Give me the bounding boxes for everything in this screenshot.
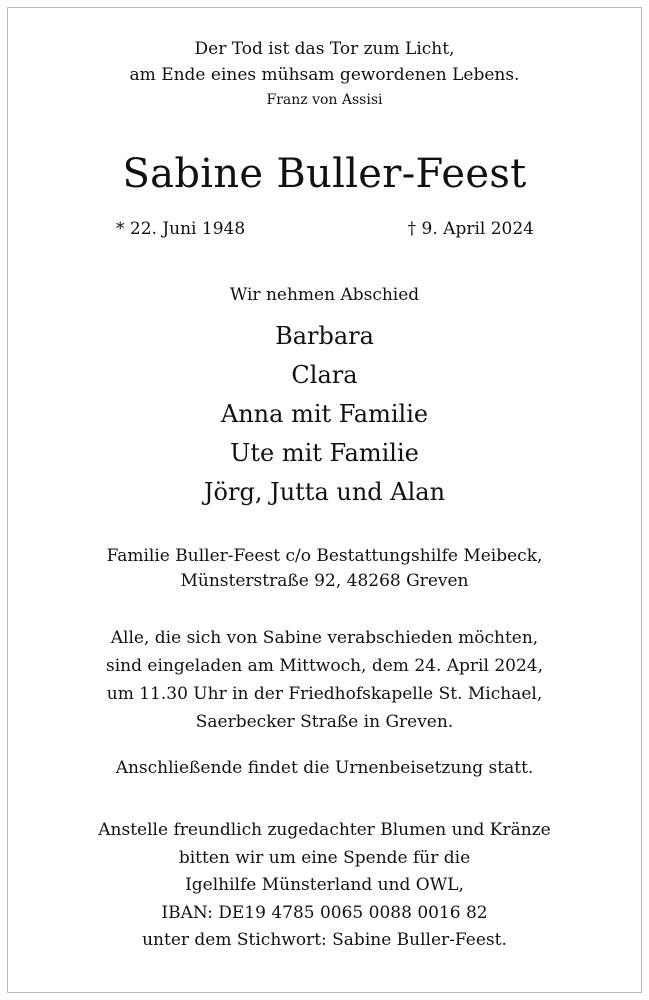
- service-line: um 11.30 Uhr in der Friedhofskapelle St. Michael,: [106, 684, 543, 704]
- mourner-name: Jörg, Jutta und Alan: [203, 478, 446, 506]
- obituary-notice: [7, 7, 642, 993]
- death-date: † 9. April 2024: [407, 219, 534, 239]
- mourner-name: Anna mit Familie: [220, 400, 429, 428]
- birth-date: * 22. Juni 1948: [116, 219, 246, 239]
- quote-author: Franz von Assisi: [266, 92, 383, 108]
- address-line-2: Münsterstraße 92, 48268 Greven: [180, 571, 469, 591]
- quote-line-2: am Ende eines mühsam gewordenen Lebens.: [129, 65, 520, 85]
- deceased-name: Sabine Buller-Feest: [122, 151, 527, 197]
- farewell-intro: Wir nehmen Abschied: [229, 285, 420, 305]
- mourner-name: Ute mit Familie: [230, 439, 419, 467]
- address-line-1: Familie Buller-Feest c/o Bestattungshilfe Meibeck,: [106, 546, 543, 566]
- donation-line: Igelhilfe Münsterland und OWL,: [185, 875, 464, 895]
- service-line: sind eingeladen am Mittwoch, dem 24. April 2024,: [105, 656, 544, 676]
- donation-line: bitten wir um eine Spende für die: [178, 848, 471, 868]
- mourner-name: Barbara: [275, 322, 374, 350]
- service-line: Saerbecker Straße in Greven.: [195, 712, 454, 732]
- burial-note: Anschließende findet die Urnenbeisetzung statt.: [115, 758, 534, 778]
- donation-line: Anstelle freundlich zugedachter Blumen und Kränze: [98, 820, 551, 840]
- service-line: Alle, die sich von Sabine verabschieden möchten,: [110, 628, 539, 648]
- quote-line-1: Der Tod ist das Tor zum Licht,: [194, 39, 455, 59]
- mourner-name: Clara: [291, 361, 358, 389]
- donation-keyword: unter dem Stichwort: Sabine Buller-Feest.: [142, 930, 507, 950]
- donation-iban: IBAN: DE19 4785 0065 0088 0016 82: [161, 903, 488, 923]
